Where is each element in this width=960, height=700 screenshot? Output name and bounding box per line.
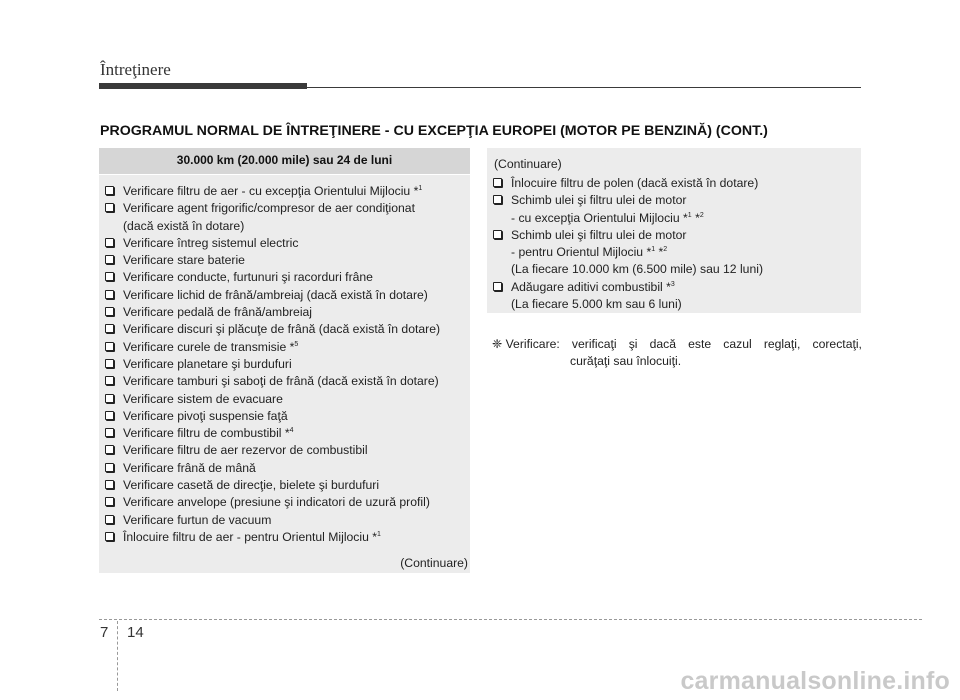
item-text: Schimb ulei şi filtru ulei de motor (511, 227, 687, 242)
checklist-item (105, 425, 466, 442)
item-text: Verificare planetare şi burdufuri (123, 356, 292, 371)
checklist-continued-item (493, 227, 857, 279)
footnote-ref: 5 (294, 340, 299, 348)
checklist-item (105, 373, 466, 390)
watermark: carmanualsonline.info (680, 667, 950, 695)
checkbox-bullet-icon (105, 411, 114, 420)
checklist-item (105, 529, 466, 546)
maintenance-checklist-continued (487, 173, 861, 313)
checklist-item (105, 391, 466, 408)
item-text: Verificare întreg sistemul electric (123, 235, 299, 250)
checkbox-bullet-icon (105, 359, 114, 368)
item-text: Verificare pedală de frână/ambreiaj (123, 305, 313, 320)
item-text: Verificare casetă de direcţie, bielete şi burdufuri (123, 478, 380, 493)
checkbox-bullet-icon (493, 178, 502, 187)
chapter-title: Întreţinere (100, 60, 171, 79)
checklist-item (105, 304, 466, 321)
checklist-item (105, 460, 466, 477)
checkbox-bullet-icon (105, 532, 114, 541)
maintenance-checklist (99, 175, 470, 546)
chapter-number: 7 (100, 624, 109, 641)
checkbox-bullet-icon (493, 282, 502, 291)
item-text: Verificare sistem de evacuare (123, 391, 283, 406)
checklist-item (105, 408, 466, 425)
checkbox-bullet-icon (493, 195, 502, 204)
item-text-line2: (dacă există în dotare) (123, 218, 245, 233)
checkbox-bullet-icon (105, 394, 114, 403)
note-word: este (688, 337, 712, 351)
checkbox-bullet-icon (105, 445, 114, 454)
page-number: 14 (127, 624, 144, 641)
footnote-ref: 1 (687, 211, 692, 219)
checklist-item (105, 339, 466, 356)
item-text: Verificare frână de mână (123, 460, 256, 475)
checklist-item (105, 477, 466, 494)
item-text: Verificare anvelope (presiune şi indicatori de uzură profil) (123, 495, 430, 510)
checkbox-bullet-icon (105, 463, 114, 472)
item-text: Verificare agent frigorific/compresor de aer condiţionat (123, 201, 415, 216)
footnote-ref: 1 (377, 530, 381, 538)
checklist-continued-item (493, 192, 857, 227)
checkbox-bullet-icon (105, 203, 114, 212)
note-word: cazul (723, 337, 752, 351)
checklist-item (105, 512, 466, 529)
item-text: Verificare stare baterie (123, 253, 245, 268)
checkbox-bullet-icon (105, 238, 114, 247)
item-text: Verificare filtru de aer - cu excepţia Orientului Mijlociu * (123, 184, 419, 198)
continuation-label: (Continuare) (400, 556, 468, 570)
checkbox-bullet-icon (105, 324, 114, 333)
item-text: Verificare filtru de combustibil * (123, 426, 290, 441)
continuation-label-right: (Continuare) (494, 157, 562, 171)
footer-vertical-divider (117, 621, 118, 691)
note-word: şi (628, 337, 638, 351)
checkbox-bullet-icon (493, 230, 502, 239)
maintenance-box-30000km (99, 148, 470, 573)
item-text: Înlocuire filtru de aer - pentru Orientul Mijlociu * (123, 529, 378, 544)
item-text: Înlocuire filtru de polen (dacă există în dotare) (511, 176, 759, 190)
note-word: corectaţi, (812, 337, 862, 351)
note-word: verificaţi (571, 337, 617, 351)
checklist-item (105, 356, 466, 373)
footnote-ref: 1 (418, 185, 423, 192)
checklist-item (105, 252, 466, 269)
item-text: Verificare tamburi şi saboţi de frână (dacă există în dotare) (123, 374, 439, 389)
footer-divider (99, 619, 922, 620)
checkbox-bullet-icon (105, 186, 114, 195)
item-text-line2: - cu excepţia Orientului Mijlociu *$^1$ *$^2$ (511, 210, 704, 225)
item-text: Verificare conducte, furtunuri şi racorduri frâne (123, 270, 373, 285)
footnote-ref: 3 (670, 280, 675, 288)
checklist-item (105, 287, 466, 304)
footnote-ref: 2 (699, 211, 704, 219)
footnote-ref: 4 (289, 427, 294, 435)
note-word: dacă (649, 337, 677, 351)
item-text: Verificare filtru de aer rezervor de combustibil (123, 443, 368, 458)
checklist-continued-item (493, 279, 857, 314)
section-heading: PROGRAMUL NORMAL DE ÎNTREŢINERE - CU EXCEPŢIA EUROPEI (MOTOR PE BENZINĂ) (CONT.) (100, 123, 768, 139)
checklist-continued-item (493, 175, 857, 192)
item-text-line2: - pentru Orientul Mijlociu *$^1$ *$^2$ (511, 245, 668, 260)
checkbox-bullet-icon (105, 255, 114, 264)
checkbox-bullet-icon (105, 290, 114, 299)
note-line-1 (492, 336, 862, 353)
item-text: Verificare lichid de frână/ambreiaj (dacă există în dotare) (123, 287, 428, 302)
maintenance-box-continued (487, 148, 861, 313)
checklist-item (105, 269, 466, 286)
checkbox-bullet-icon (105, 428, 114, 437)
checklist-item (105, 442, 466, 459)
inspection-note (492, 336, 862, 370)
checkbox-bullet-icon (105, 342, 114, 351)
checklist-item (105, 183, 466, 200)
checkbox-bullet-icon (105, 272, 114, 281)
checklist-item (105, 321, 466, 338)
item-text: Schimb ulei şi filtru ulei de motor (511, 193, 687, 208)
checkbox-bullet-icon (105, 376, 114, 385)
item-text: Adăugare aditivi combustibil * (511, 279, 671, 294)
item-text: Verificare furtun de vacuum (123, 512, 272, 527)
checklist-item (105, 235, 466, 252)
checklist-item (105, 200, 466, 235)
note-word: reglaţi, (763, 337, 801, 351)
item-text-line3: (La fiecare 10.000 km (6.500 mile) sau 12 luni) (511, 262, 764, 277)
note-symbol: ❈ Verificare: (492, 337, 560, 351)
footnote-ref: 2 (663, 246, 668, 254)
header-rule-thick (99, 83, 307, 89)
item-text: Verificare discuri şi plăcuţe de frână (dacă există în dotare) (123, 322, 441, 337)
checkbox-bullet-icon (105, 515, 114, 524)
header-rule-thin (307, 87, 861, 88)
item-text: Verificare curele de transmisie * (123, 339, 295, 354)
note-line-2: curăţaţi sau înlocuiţi. (570, 354, 682, 368)
item-text: Verificare pivoţi suspensie faţă (123, 408, 288, 423)
item-text-line2: (La fiecare 5.000 km sau 6 luni) (511, 297, 682, 312)
checkbox-bullet-icon (105, 480, 114, 489)
checkbox-bullet-icon (105, 307, 114, 316)
footnote-ref: 1 (651, 246, 656, 254)
interval-header: 30.000 km (20.000 mile) sau 24 de luni (99, 148, 470, 175)
checkbox-bullet-icon (105, 497, 114, 506)
checklist-item (105, 494, 466, 511)
